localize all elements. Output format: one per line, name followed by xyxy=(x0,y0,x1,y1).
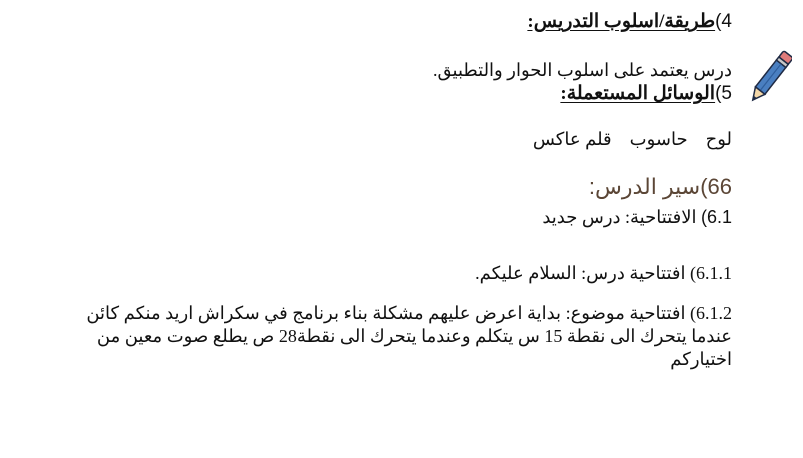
item-6-1-2-line: عندما يتحرك الى نقطة 15 س يتكلم وعندما يتحرك الى نقطة28 ص يطلع صوت معين من xyxy=(96,326,732,346)
item-6-1-1 xyxy=(475,264,732,282)
section-6-number: 66) xyxy=(700,174,732,199)
section-5-number: 5) xyxy=(715,83,732,104)
section-4-title: طريقة/اسلوب التدريس: xyxy=(527,11,716,32)
item-6-1-number: 6.1) xyxy=(700,207,732,227)
item-6-1-1-text: افتتاحية درس: السلام عليكم. xyxy=(475,263,686,283)
item-6-1-text: الافتتاحية: درس جديد xyxy=(542,207,697,227)
section-6-heading xyxy=(589,176,732,198)
pencil-icon xyxy=(748,46,792,110)
item-6-1-2-text: افتتاحية موضوع: بداية اعرض عليهم مشكلة بناء برنامج في سكراش اريد منكم كائن xyxy=(86,303,686,323)
tools-list xyxy=(533,130,732,148)
item-6-1-2-number: 6.1.2) xyxy=(690,303,732,323)
item-6-1-2 xyxy=(72,302,732,371)
tool-item: لوح xyxy=(705,129,732,149)
teaching-method-text: درس يعتمد على اسلوب الحوار والتطبيق. xyxy=(433,60,732,80)
tool-item: قلم عاكس xyxy=(532,129,612,149)
item-6-1 xyxy=(542,208,732,226)
item-6-1-2-line xyxy=(72,302,732,325)
section-6-title: سير الدرس: xyxy=(588,174,701,199)
section-4-number: 4) xyxy=(715,11,732,32)
item-6-1-1-number: 6.1.1) xyxy=(690,263,732,283)
section-5-heading xyxy=(560,84,732,103)
item-6-1-2-line: اختياركم xyxy=(670,349,732,369)
section-4-heading xyxy=(527,12,732,31)
section-5-title: الوسائل المستعملة: xyxy=(560,83,716,104)
tool-item: حاسوب xyxy=(629,129,688,149)
